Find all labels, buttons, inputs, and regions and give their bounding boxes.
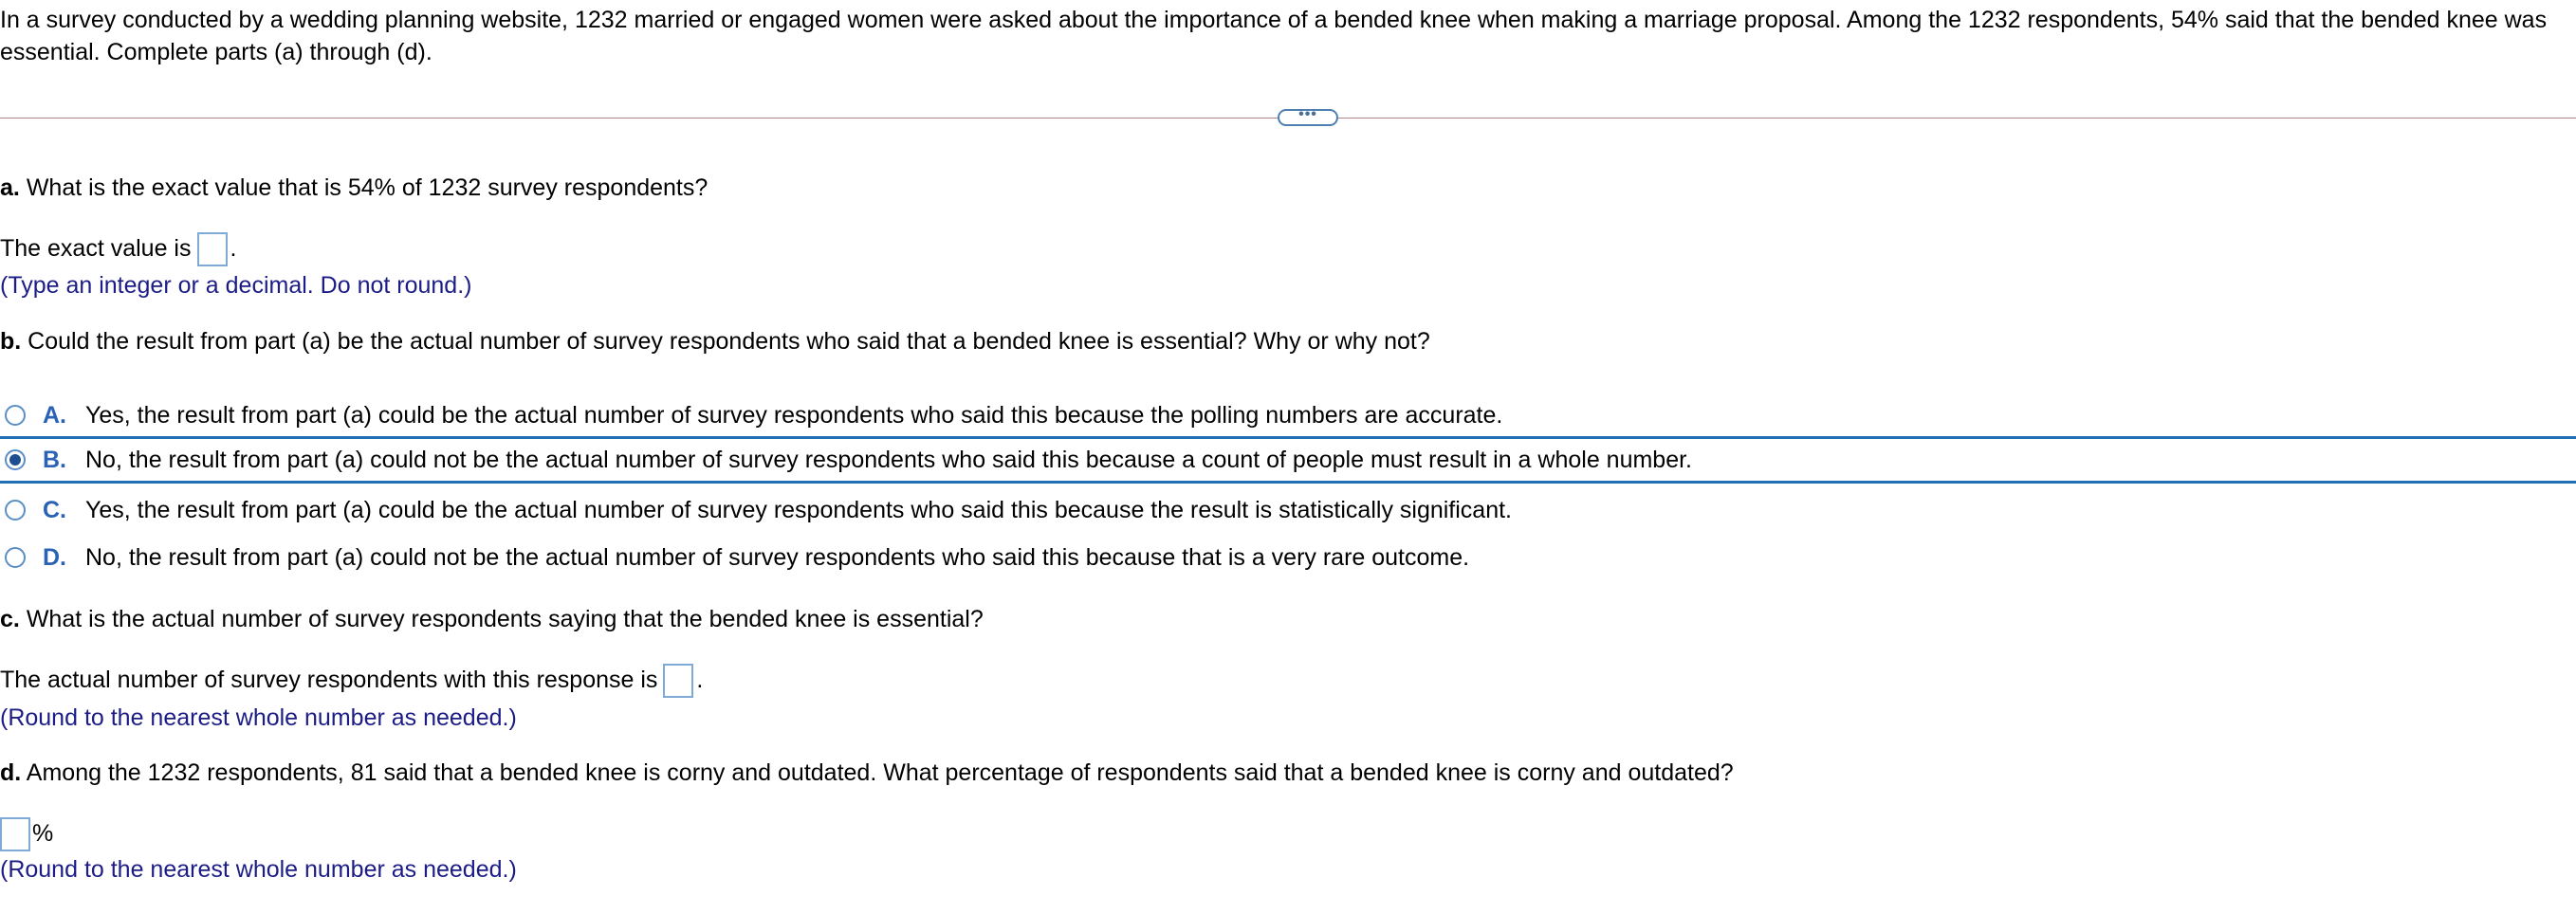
option-b[interactable]	[0, 436, 2576, 484]
option-d[interactable]	[0, 534, 1469, 581]
part-b-question-text: Could the result from part (a) be the actual number of survey respondents who said that a bended knee is essential? Why or why not?	[28, 328, 1430, 355]
part-a-answer-suffix: .	[230, 235, 237, 262]
part-d-question-text: Among the 1232 respondents, 81 said that a bended knee is corny and outdated. What percentage of respondents said that a bended knee is corny and outdated?	[26, 759, 1734, 786]
option-a-letter: A.	[43, 401, 66, 429]
option-b-letter: B.	[43, 446, 66, 473]
option-c[interactable]	[0, 486, 1512, 534]
radio-option-c[interactable]	[5, 500, 26, 521]
part-d-percent-sign: %	[32, 820, 54, 847]
option-d-text: No, the result from part (a) could not be the actual number of survey respondents who said this because that is a very rare outcome.	[85, 543, 1470, 571]
option-b-text: No, the result from part (a) could not be the actual number of survey respondents who said this because a count of people must result in a whole number.	[85, 446, 1692, 473]
expand-more-button[interactable]	[1278, 106, 1338, 126]
part-c-question	[0, 603, 984, 635]
part-a-answer-row	[0, 232, 236, 266]
part-d-answer-input[interactable]	[0, 817, 30, 851]
part-c-hint: (Round to the nearest whole number as needed.)	[0, 704, 517, 731]
part-a-answer-prefix: The exact value is	[0, 235, 192, 262]
radio-option-d[interactable]	[5, 547, 26, 568]
part-c-answer-suffix: .	[696, 667, 704, 693]
radio-option-b[interactable]	[5, 449, 26, 470]
radio-selected-dot-icon	[9, 454, 21, 466]
part-c-answer-prefix: The actual number of survey respondents with this response is	[0, 667, 658, 693]
radio-option-a[interactable]	[5, 405, 26, 426]
part-d-question	[0, 757, 1734, 789]
option-c-letter: C.	[43, 496, 66, 523]
part-d-answer-row	[0, 817, 53, 851]
option-c-text: Yes, the result from part (a) could be the actual number of survey respondents who said this because the result is statistically significant.	[85, 496, 1513, 523]
part-c-answer-row	[0, 664, 703, 698]
part-c-label: c.	[0, 606, 20, 632]
part-d-hint: (Round to the nearest whole number as needed.)	[0, 856, 517, 883]
part-a-label: a.	[0, 174, 20, 201]
option-a[interactable]	[0, 392, 1502, 439]
part-b-label: b.	[0, 328, 22, 355]
more-dots-icon: •••	[1298, 106, 1317, 122]
part-a-hint: (Type an integer or a decimal. Do not round.)	[0, 272, 472, 299]
part-b-question	[0, 325, 1430, 357]
option-a-text: Yes, the result from part (a) could be the actual number of survey respondents who said this because the polling numbers are accurate.	[85, 401, 1503, 429]
part-c-question-text: What is the actual number of survey respondents saying that the bended knee is essential?	[26, 606, 984, 632]
part-a-question-text: What is the exact value that is 54% of 1232 survey respondents?	[26, 174, 708, 201]
part-d-label: d.	[0, 759, 22, 786]
part-a-answer-input[interactable]	[197, 232, 228, 266]
part-c-answer-input[interactable]	[663, 664, 693, 698]
part-a-question	[0, 172, 708, 204]
option-d-letter: D.	[43, 543, 66, 571]
problem-intro: In a survey conducted by a wedding planning website, 1232 married or engaged women were asked about the importance of a bended knee when making a marriage proposal. Among the 1232 respondents, 54% said that the bended knee was essential. Complete parts (a) through (d).	[0, 7, 2548, 65]
